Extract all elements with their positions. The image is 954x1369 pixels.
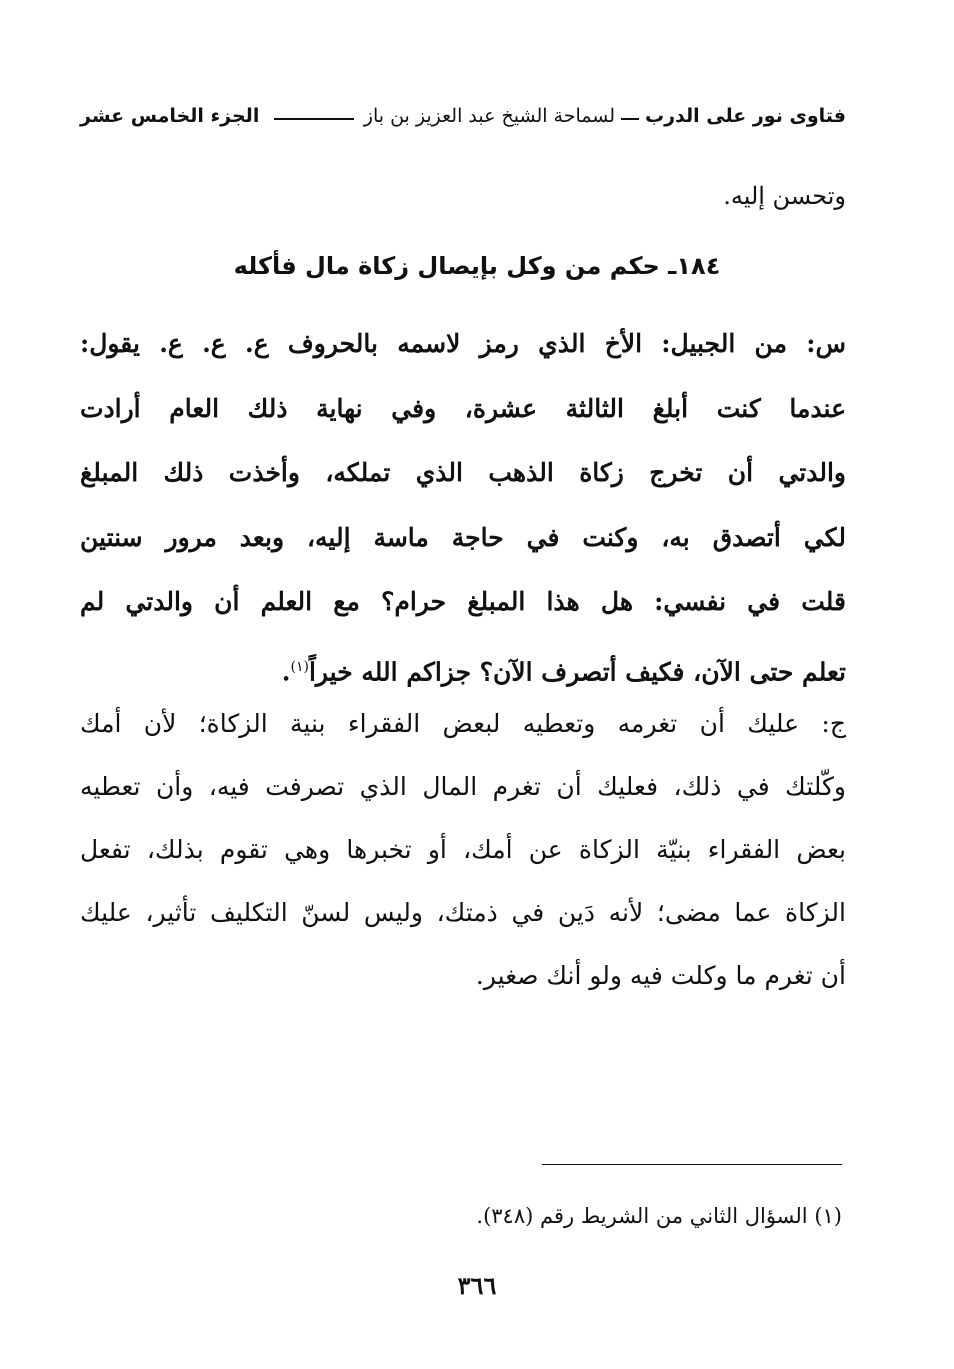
book-title: فتاوى نور على الدرب [645,105,846,127]
answer-line: بعض الفقراء بنيّة الزكاة عن أمك، أو تخبرها وهي تقوم بذلك، تفعل [80,835,846,864]
question-line: عندما كنت أبلغ الثالثة عشرة، وفي نهاية ذلك العام أرادت [80,393,846,423]
question-line: لكي أتصدق به، وكنت في حاجة ماسة إليه، وبعد مرور سنتين [80,522,846,552]
question-last-line [80,635,846,700]
carry-over-text: وتحسن إليه. [723,182,846,210]
entry-title: ١٨٤ـ حكم من وكل بإيصال زكاة مال فأكله [233,252,721,280]
author-name: لسماحة الشيخ عبد العزيز بن باز [363,105,615,127]
answer-line: ج: عليك أن تغرمه وتعطيه لبعض الفقراء بنية الزكاة؛ لأن أمك [80,709,846,738]
question-line: والدتي أن تخرج زكاة الذهب الذي تملكه، وأخذت ذلك المبلغ [80,458,846,487]
question-paragraph [80,312,846,699]
footnote-separator [542,1164,842,1165]
answer-line: الزكاة عما مضى؛ لأنه دَين في ذمتك، وليس لسنّ التكليف تأثير، عليك [80,898,846,927]
volume-label: الجزء الخامس عشر [80,105,260,127]
question-line: قلت في نفسي: هل هذا المبلغ حرام؟ مع العلم أن والدتي لم [80,587,846,616]
answer-paragraph [80,692,846,1007]
page-number: ٣٦٦ [457,1271,497,1300]
running-header-title-group [264,96,846,136]
answer-line: وكّلتك في ذلك، فعليك أن تغرم المال الذي تصرفت فيه، وأن تعطيه [80,772,846,801]
running-header [80,96,846,136]
footnote-marker: (١) [290,658,309,675]
question-end-punctuation: . [281,656,291,686]
header-rule [274,118,354,120]
footnote: (١) السؤال الثاني من الشريط رقم (٣٤٨). [476,1204,842,1228]
question-line: تعلم حتى الآن، فكيف أتصرف الآن؟ جزاكم الله خيراً [308,656,846,686]
header-dash [621,118,639,120]
answer-line: أن تغرم ما وكلت فيه ولو أنك صغير. [475,961,846,990]
question-line: س: من الجبيل: الأخ الذي رمز لاسمه بالحروف ع. ع. ع. يقول: [80,329,846,358]
